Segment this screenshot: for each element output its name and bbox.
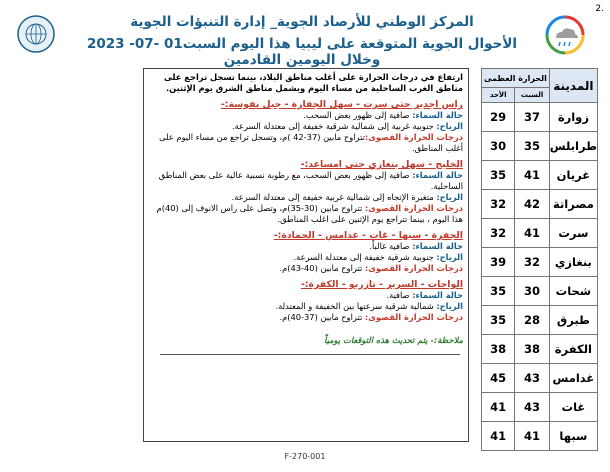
city-name: غات	[549, 393, 597, 422]
saturday-temp: 32	[515, 248, 549, 277]
sky-line	[148, 290, 463, 301]
sunday-temp: 41	[482, 422, 515, 451]
table-row	[482, 306, 598, 335]
wmo-logo-icon	[16, 14, 56, 54]
wind-text: جنوبية غربية إلى شمالية شرقية خفيفة إلى معتدلة السرعة.	[231, 121, 437, 131]
sunday-temp: 39	[482, 248, 515, 277]
city-name: مصراتة	[549, 190, 597, 219]
temp-line	[148, 312, 463, 323]
header	[12, 6, 592, 68]
table-row	[482, 219, 598, 248]
wind-line	[148, 301, 463, 312]
city-name: سرت	[549, 219, 597, 248]
region-title: راس اجدير حتى سرت - سهل الجفارة - جبل نفوسة:-	[220, 99, 463, 110]
saturday-temp: 38	[515, 335, 549, 364]
sunday-temp: 45	[482, 364, 515, 393]
sky-line	[148, 170, 463, 192]
sunday-temp: 32	[482, 219, 515, 248]
temp-text: تتراوح مابين (40-43)م.	[279, 263, 365, 273]
city-name: غريان	[549, 161, 597, 190]
city-name: طبرق	[549, 306, 597, 335]
region-title: الجفرة - سبها - غات - غدامس - الحمادة:-	[273, 230, 463, 241]
col-max-temp: الحرارة العظمى	[482, 69, 550, 88]
wind-line	[148, 252, 463, 263]
sunday-temp: 30	[482, 132, 515, 161]
wind-text: جنوبية شرقية خفيفة إلى معتدلة السرعة.	[293, 252, 437, 262]
saturday-temp: 28	[515, 306, 549, 335]
sunday-temp: 38	[482, 335, 515, 364]
table-row	[482, 190, 598, 219]
col-sunday: الأحد	[482, 88, 515, 103]
page-number: 2.	[595, 4, 604, 14]
table-row	[482, 364, 598, 393]
forecast-region	[148, 279, 463, 323]
table-row	[482, 277, 598, 306]
col-city: المدينة	[549, 69, 597, 103]
temperature-table	[481, 68, 598, 451]
sky-text: صافية.	[386, 290, 413, 300]
sunday-temp: 41	[482, 393, 515, 422]
sky-label: حالة السماء:	[412, 290, 463, 300]
page-title: المركز الوطني للأرصاد الجوية_ إدارة التنبؤات الجوية	[130, 14, 474, 30]
city-name: شحات	[549, 277, 597, 306]
sky-text: صافية غالباً.	[369, 241, 413, 251]
wind-label: الرياح:	[436, 301, 463, 311]
city-name: زوارة	[549, 103, 597, 132]
saturday-temp: 35	[515, 132, 549, 161]
saturday-temp: 43	[515, 364, 549, 393]
saturday-temp: 41	[515, 161, 549, 190]
table-row	[482, 132, 598, 161]
saturday-temp: 30	[515, 277, 549, 306]
region-title: الخليج - سهل بنغازي حتى امساعد:-	[300, 159, 463, 170]
table-row	[482, 103, 598, 132]
wind-line	[148, 121, 463, 132]
temp-label: درجات الحرارة القصوى:	[364, 312, 463, 322]
region-title: الواحات - السرير - تازربو - الكفرة:-	[300, 279, 463, 290]
table-row	[482, 161, 598, 190]
wind-label: الرياح:	[436, 252, 463, 262]
temp-line	[148, 263, 463, 274]
city-name: غدامس	[549, 364, 597, 393]
saturday-temp: 43	[515, 393, 549, 422]
col-saturday: السبت	[515, 88, 549, 103]
wind-text: متغيرة الإتجاه إلى شمالية غربية خفيفة إلى معتدلة السرعة.	[231, 192, 437, 202]
sunday-temp: 35	[482, 277, 515, 306]
weather-center-logo-icon	[544, 14, 586, 56]
wind-line	[148, 192, 463, 203]
temp-label: درجات الحرارة القصوى:	[364, 203, 463, 213]
update-note: ملاحظة:- يتم تحديث هذه التوقعات يومياً	[324, 335, 463, 345]
table-row	[482, 335, 598, 364]
sky-line	[148, 241, 463, 252]
temp-label: درجات الحرارة القصوى:	[364, 263, 463, 273]
temp-text: تتراوح مابين (30-35)م، وتصل على راس الانوف إلى (40)م هذا اليوم ، بينما تتراجع يوم الإثنين على اغلب المناطق.	[156, 203, 463, 224]
sky-line	[148, 110, 463, 121]
forecast-intro: ارتفاع في درجات الحرارة على أغلب مناطق البلاد، بينما تسجل تراجع على مناطق الغرب الساحلية من مساء اليوم ويشمل مناطق الشرق يوم الإثنين.	[163, 72, 463, 93]
temp-label: درجات الحرارة القصوى:	[364, 132, 463, 142]
saturday-temp: 41	[515, 219, 549, 248]
temp-line	[148, 203, 463, 225]
saturday-temp: 37	[515, 103, 549, 132]
saturday-temp: 41	[515, 422, 549, 451]
temp-text: تتراوح مابين (37-40)م.	[279, 312, 365, 322]
temp-line	[148, 132, 463, 154]
table-row	[482, 248, 598, 277]
city-name: طرابلس	[549, 132, 597, 161]
page-subtitle: الأحوال الجوية المتوقعة على ليبيا هذا اليوم السبت01 -07- 2023 وخلال اليومين القادمين	[86, 36, 518, 68]
divider	[160, 354, 460, 355]
sky-label: حالة السماء:	[412, 170, 463, 180]
sky-label: حالة السماء:	[412, 241, 463, 251]
wind-label: الرياح:	[436, 121, 463, 131]
city-name: بنغازي	[549, 248, 597, 277]
wind-label: الرياح:	[436, 192, 463, 202]
forecast-region	[148, 159, 463, 225]
sky-text: صافية إلى ظهور بعض السحب، مع رطوبة نسبية عالية على بعض المناطق الساحلية.	[158, 170, 463, 191]
forecast-region	[148, 230, 463, 274]
sunday-temp: 35	[482, 306, 515, 335]
temp-text: تتراوح مابين (37-42 )م، وتسجل تراجع من مساء اليوم على أغلب المناطق.	[159, 132, 463, 153]
forecast-region	[148, 99, 463, 154]
forecast-body	[148, 72, 463, 346]
footer-code: F-270-001	[284, 452, 326, 461]
table-row	[482, 422, 598, 451]
city-name: الكفرة	[549, 335, 597, 364]
table-row	[482, 393, 598, 422]
wind-text: شمالية شرقية سرعتها بين الخفيفة و المعتدلة.	[275, 301, 437, 311]
sunday-temp: 35	[482, 161, 515, 190]
sunday-temp: 32	[482, 190, 515, 219]
sunday-temp: 29	[482, 103, 515, 132]
sky-text: صافية إلى ظهور بعض السحب.	[303, 110, 413, 120]
sky-label: حالة السماء:	[412, 110, 463, 120]
city-name: سبها	[549, 422, 597, 451]
saturday-temp: 42	[515, 190, 549, 219]
